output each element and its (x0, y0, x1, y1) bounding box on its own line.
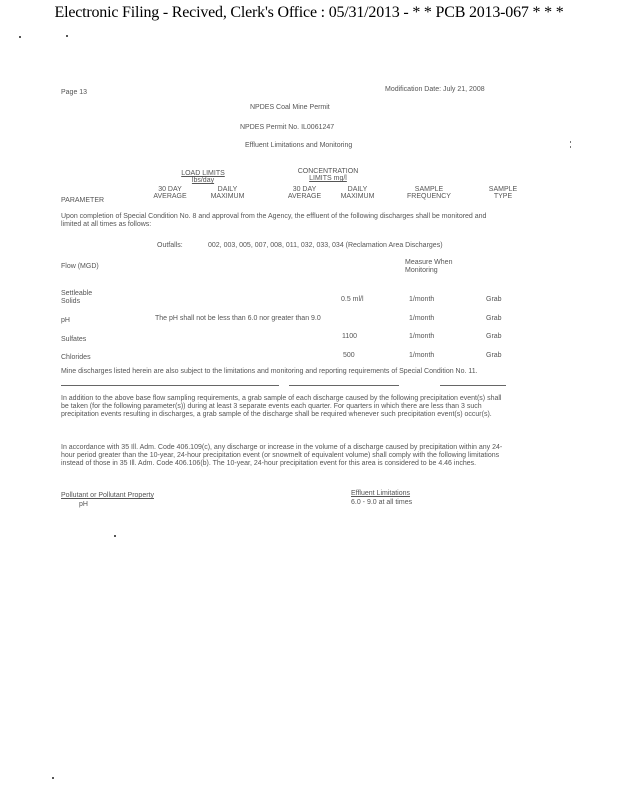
outfalls-label: Outfalls: (157, 242, 183, 249)
row-settleable-frequency: 1/month (409, 296, 435, 303)
section-title: Effluent Limitations and Monitoring (245, 142, 353, 149)
conc-avg-line1: 30 DAY (292, 186, 317, 193)
row-chlorides-parameter: Chlorides (61, 354, 91, 361)
concentration-header (283, 168, 373, 182)
separator-left (61, 385, 279, 386)
scan-speck (570, 141, 571, 143)
parameter-header: PARAMETER (61, 197, 105, 204)
scan-speck (66, 35, 68, 37)
conc-avg-header (282, 186, 327, 200)
conc-max-line2: MAXIMUM (340, 193, 375, 200)
row-sulfates-type: Grab (486, 333, 502, 340)
separator-middle (289, 385, 399, 386)
electronic-filing-banner: Electronic Filing - Recived, Clerk's Office : 05/31/2013 - * * PCB 2013-067 * * * (54, 4, 564, 21)
modification-date: Modification Date: July 21, 2008 (385, 86, 485, 93)
concentration-label: CONCENTRATION (297, 168, 359, 175)
row-sulfates-limit: 1100 (342, 333, 358, 340)
scan-speck (114, 535, 116, 537)
row-chlorides-limit: 500 (343, 352, 355, 359)
pollutant-header: Pollutant or Pollutant Property (61, 492, 154, 499)
separator-right (440, 385, 506, 386)
row-ph-parameter: pH (61, 317, 70, 324)
row-chlorides-frequency: 1/month (409, 352, 435, 359)
load-units-label: lbs/day (191, 177, 215, 184)
paragraph-sampling: In addition to the above base flow sampling requirements, a grab sample of each discharge caused by the following precipitation event(s) shall be taken (for the following parameter(s)) during at least 3 separate events each quarter. For quarters in which there are less than 3 such precipitation events resulting in discharges, a grab sample of the discharge shall be required whenever such precipitation event(s) occur(s). (61, 395, 502, 418)
load-limits-label: LOAD LIMITS (181, 170, 225, 177)
sample-frequency-line1: SAMPLE (414, 186, 444, 193)
row-ph-type: Grab (486, 315, 502, 322)
footnote-text: Mine discharges listed herein are also subject to the limitations and monitoring and reporting requirements of Special Condition No. 11. (61, 368, 478, 375)
scan-speck (52, 777, 54, 779)
outfalls-list: 002, 003, 005, 007, 008, 011, 032, 033, 034 (Reclamation Area Discharges) (208, 242, 443, 249)
sample-type-header (483, 186, 523, 200)
conc-max-header (335, 186, 380, 200)
load-limits-header (168, 170, 238, 184)
row-settleable-type: Grab (486, 296, 502, 303)
row-settleable-parameter: Settleable Solids (61, 290, 93, 305)
sample-frequency-line2: FREQUENCY (407, 193, 451, 200)
load-max-line2: MAXIMUM (210, 193, 245, 200)
page-number: Page 13 (61, 89, 88, 96)
load-avg-line1: 30 DAY (158, 186, 182, 193)
effluent-header: Effluent Limitations (351, 490, 411, 497)
effluent-value: 6.0 - 9.0 at all times (351, 499, 413, 506)
sample-frequency-header (404, 186, 454, 200)
intro-text: Upon completion of Special Condition No. 8 and approval from the Agency, the effluent of the following discharges shall be monitored and limited at all times as follows: (61, 213, 487, 228)
load-max-header (205, 186, 250, 200)
row-ph-note: The pH shall not be less than 6.0 nor greater than 9.0 (155, 315, 321, 322)
conc-max-line1: DAILY (347, 186, 368, 193)
pollutant-value: pH (79, 501, 88, 508)
load-max-line1: DAILY (217, 186, 238, 193)
permit-number: NPDES Permit No. IL0061247 (240, 124, 335, 131)
scan-speck (570, 146, 571, 148)
load-avg-line2: AVERAGE (153, 193, 187, 200)
row-sulfates-frequency: 1/month (409, 333, 435, 340)
permit-title: NPDES Coal Mine Permit (250, 104, 330, 111)
row-ph-frequency: 1/month (409, 315, 435, 322)
row-settleable-limit: 0.5 ml/l (341, 296, 364, 303)
row-flow-parameter: Flow (MGD) (61, 263, 99, 270)
conc-avg-line2: AVERAGE (287, 193, 322, 200)
scan-speck (19, 36, 21, 38)
sample-type-line1: SAMPLE (488, 186, 518, 193)
row-flow-frequency: Measure When Monitoring (405, 259, 453, 274)
concentration-units-label: LIMITS mg/l (309, 175, 347, 182)
load-avg-header (150, 186, 190, 200)
sample-type-line2: TYPE (493, 193, 513, 200)
row-chlorides-type: Grab (486, 352, 502, 359)
paragraph-precipitation: In accordance with 35 Ill. Adm. Code 406.109(c), any discharge or increase in the volume of a discharge caused by precipitation within any 24-hour period greater than the 10-year, 24-hour precipitation event (or snowmelt of equivalent volume) shall comply with the following limitations instead of those in 35 Ill. Adm. Code 406.106(b). The 10-year, 24-hour precipitation event for this area is considered to be 4.46 inches. (61, 444, 503, 467)
row-sulfates-parameter: Sulfates (61, 336, 87, 343)
